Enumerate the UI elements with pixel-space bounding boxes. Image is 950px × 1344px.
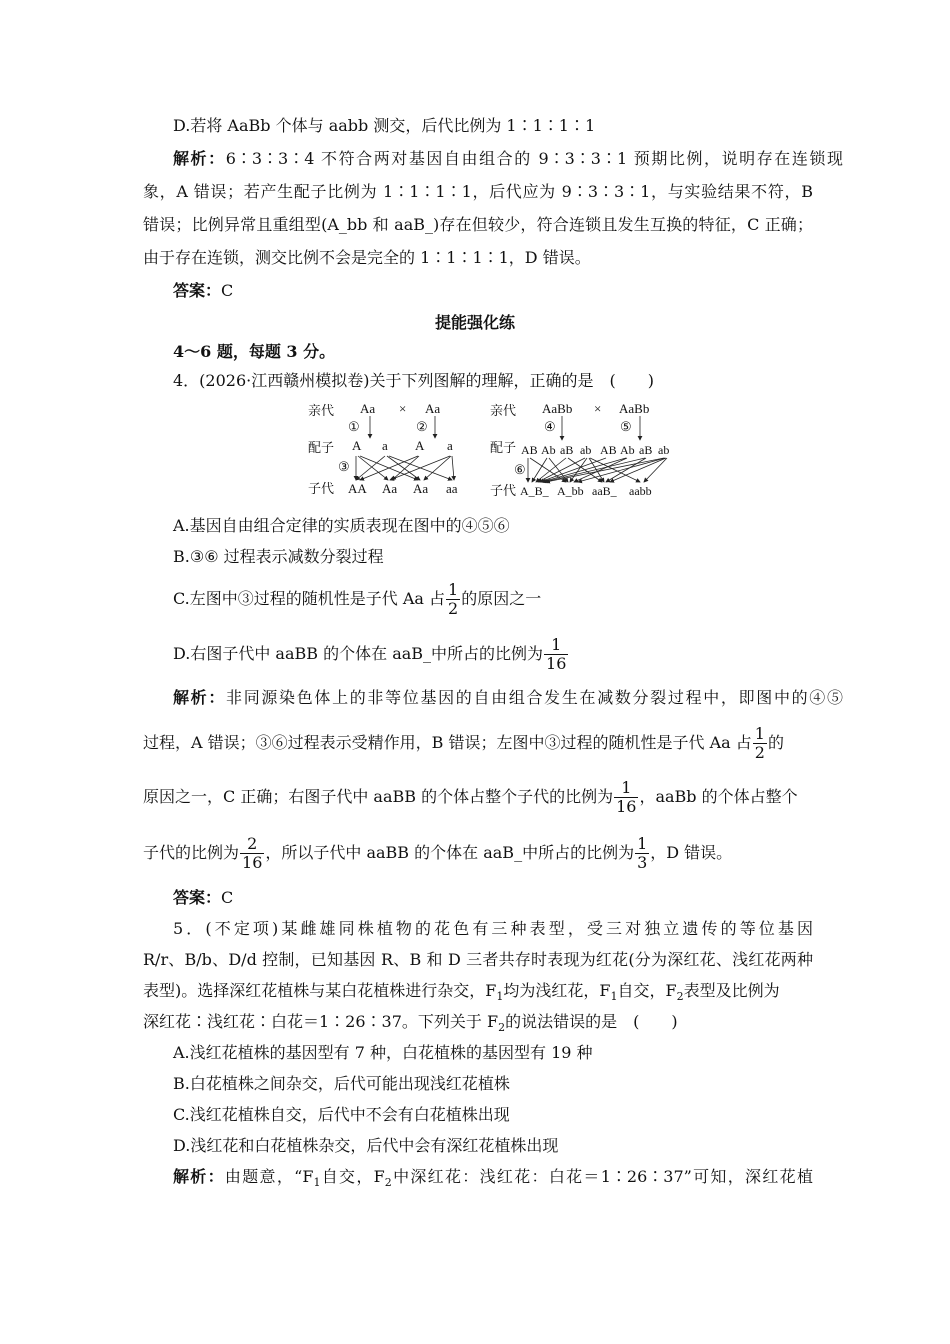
left-offspring-3: Aa <box>413 481 429 496</box>
q5-option-b: B.白花植株之间杂交，后代可能出现浅红花植株 <box>173 1074 510 1093</box>
right-gamete-7: aB <box>639 443 653 457</box>
right-parent-2: AaBb <box>619 401 650 416</box>
analysis-text: 自交，F <box>320 1167 385 1186</box>
left-gamete-3: A <box>415 438 425 453</box>
option-c-text-end: 的原因之一 <box>461 589 542 608</box>
q3-analysis-line-2: 象，A 错误；若产生配子比例为 1∶1∶1∶1，后代应为 9∶3∶3∶1，与实验结果不符，B <box>143 182 813 201</box>
right-step-5: ⑤ <box>620 419 632 434</box>
fraction-one-third: $\frac{1}{3}$ <box>637 834 648 872</box>
answer-label: 答案： <box>173 888 222 907</box>
analysis-text: 子代的比例为 <box>143 843 240 862</box>
q5-stem-line-1: 5．(不定项)某雌雄同株植物的花色有三种表型，受三对独立遗传的等位基因 <box>173 919 813 938</box>
q4-analysis-line-4 <box>143 834 813 872</box>
right-row-parent: 亲代 <box>490 403 517 418</box>
right-step-4: ④ <box>544 419 556 434</box>
right-row-gamete: 配子 <box>490 440 517 455</box>
analysis-text-end: 的 <box>767 733 784 752</box>
q5-option-a: A.浅红花植株的基因型有 7 种，白花植株的基因型有 19 种 <box>173 1043 593 1062</box>
subscript: 1 <box>313 1176 321 1190</box>
q5-analysis-line-1 <box>173 1165 813 1195</box>
left-offspring-2: Aa <box>382 481 398 496</box>
q3-answer <box>173 279 843 303</box>
q4-option-c <box>173 580 843 618</box>
right-row-offspring: 子代 <box>490 483 517 498</box>
left-offspring-1: AA <box>348 481 367 496</box>
q4-analysis-line-1 <box>173 686 843 710</box>
q3-analysis-line-1 <box>173 147 843 171</box>
stem-text: 表型及比例为 <box>683 981 780 1000</box>
subscript: 2 <box>384 1176 392 1190</box>
subscript: 1 <box>610 990 618 1004</box>
left-gamete-2: a <box>382 438 388 453</box>
analysis-label: 解析： <box>173 149 226 168</box>
fraction-one-half: $\frac{1}{2}$ <box>754 724 765 762</box>
subscript: 1 <box>496 990 504 1004</box>
section-range: 4～6 题，每题 3 分。 <box>173 342 336 361</box>
q5-option-d: D.浅红花和白花植株杂交，后代中会有深红花植株出现 <box>173 1136 559 1155</box>
answer-value: C <box>221 888 234 907</box>
right-offspring-1: A_B_ <box>520 484 549 498</box>
q4-analysis-line-2 <box>143 724 813 762</box>
right-gamete-4: ab <box>580 443 592 457</box>
left-cross: × <box>399 401 407 416</box>
subscript: 2 <box>676 990 684 1004</box>
right-offspring-4: aabb <box>629 484 652 498</box>
analysis-text: 由题意，“F <box>224 1167 314 1186</box>
right-cross: × <box>594 401 602 416</box>
stem-text: 的说法错误的是 ( ) <box>505 1012 678 1031</box>
left-parent-1: Aa <box>360 401 376 416</box>
fraction-one-sixteenth: $\frac{1}{16}$ <box>546 635 567 673</box>
analysis-text-end: ，aaBb 的个体占整个 <box>639 787 798 806</box>
analysis-text-mid: ，所以子代中 aaBB 的个体在 aaB_中所占的比例为 <box>265 843 635 862</box>
right-step-6: ⑥ <box>514 462 526 477</box>
right-gamete-3: aB <box>560 443 574 457</box>
q5-stem-line-4 <box>143 1010 813 1040</box>
q3-analysis-line-3: 错误；比例异常且重组型(A_bb 和 aaB_)存在但较少，符合连锁且发生互换的特征，C 正确； <box>143 215 813 234</box>
q5-stem-line-2: R/r、B/b、D/d 控制，已知基因 R、B 和 D 三者共存时表现为红花(分为深红花、浅红花两种 <box>143 950 813 969</box>
stem-text: 深红花∶浅红花∶白花＝1∶26∶37。下列关于 F <box>143 1012 499 1031</box>
q4-option-b: B.③⑥ 过程表示减数分裂过程 <box>173 547 384 566</box>
left-step-3: ③ <box>338 459 350 474</box>
right-gamete-2: Ab <box>541 443 556 457</box>
q4-option-d <box>173 635 843 673</box>
stem-text: 自交，F <box>617 981 677 1000</box>
analysis-text-end: ，D 错误。 <box>650 843 733 862</box>
q4-option-a: A.基因自由组合定律的实质表现在图中的④⑤⑥ <box>173 516 510 535</box>
fraction-one-half: $\frac{1}{2}$ <box>448 580 459 618</box>
section-title: 提能强化练 <box>434 313 515 332</box>
analysis-text: 中深红花：浅红花：白花＝1∶26∶37”可知，深红花植 <box>391 1167 813 1186</box>
left-parent-2: Aa <box>425 401 441 416</box>
fraction-two-sixteenths: $\frac{2}{16}$ <box>242 834 263 872</box>
analysis-label: 解析： <box>173 688 227 707</box>
left-row-parent: 亲代 <box>308 403 335 418</box>
right-gamete-8: ab <box>658 443 670 457</box>
analysis-text: 过程，A 错误；③⑥过程表示受精作用，B 错误；左图中③过程的随机性是子代 Aa 占 <box>143 733 752 752</box>
answer-value: C <box>221 281 234 300</box>
fraction-one-sixteenth: $\frac{1}{16}$ <box>616 778 637 816</box>
q3-analysis-line-4: 由于存在连锁，测交比例不会是完全的 1∶1∶1∶1，D 错误。 <box>143 248 591 267</box>
analysis-text: 6∶3∶3∶4 不符合两对基因自由组合的 9∶3∶3∶1 预期比例，说明存在连锁现 <box>225 149 843 168</box>
left-step-1: ① <box>348 419 360 434</box>
right-offspring-3: aaB_ <box>592 484 617 498</box>
analysis-label: 解析： <box>173 1167 225 1186</box>
right-gamete-5: AB <box>600 443 617 457</box>
subscript: 2 <box>498 1021 506 1035</box>
right-gamete-1: AB <box>521 443 538 457</box>
right-parent-1: AaBb <box>542 401 573 416</box>
q4-stem: 4．(2026·江西赣州模拟卷)关于下列图解的理解，正确的是 ( ) <box>173 371 654 390</box>
q3-option-d: D.若将 AaBb 个体与 aabb 测交，后代比例为 1∶1∶1∶1 <box>173 116 596 135</box>
q4-genetics-diagram <box>300 396 690 506</box>
left-gamete-4: a <box>447 438 453 453</box>
option-c-text: C.左图中③过程的随机性是子代 Aa 占 <box>173 589 446 608</box>
q5-option-c: C.浅红花植株自交，后代中不会有白花植株出现 <box>173 1105 510 1124</box>
stem-text: 表型)。选择深红花植株与某白花植株进行杂交，F <box>143 981 497 1000</box>
right-gamete-6: Ab <box>620 443 635 457</box>
left-gamete-1: A <box>352 438 362 453</box>
left-row-offspring: 子代 <box>308 481 335 496</box>
q4-answer <box>173 886 843 910</box>
right-offspring-2: A_bb <box>557 484 584 498</box>
analysis-text: 原因之一，C 正确；右图子代中 aaBB 的个体占整个子代的比例为 <box>143 787 614 806</box>
left-step-2: ② <box>416 419 428 434</box>
stem-text: 均为浅红花，F <box>503 981 611 1000</box>
analysis-text: 非同源染色体上的非等位基因的自由组合发生在减数分裂过程中，即图中的④⑤ <box>226 688 843 707</box>
q4-analysis-line-3 <box>143 778 813 816</box>
option-d-text: D.右图子代中 aaBB 的个体在 aaB_中所占的比例为 <box>173 644 544 663</box>
answer-label: 答案： <box>173 281 222 300</box>
left-offspring-4: aa <box>446 481 458 496</box>
left-row-gamete: 配子 <box>308 440 335 455</box>
q5-stem-line-3 <box>143 979 813 1009</box>
